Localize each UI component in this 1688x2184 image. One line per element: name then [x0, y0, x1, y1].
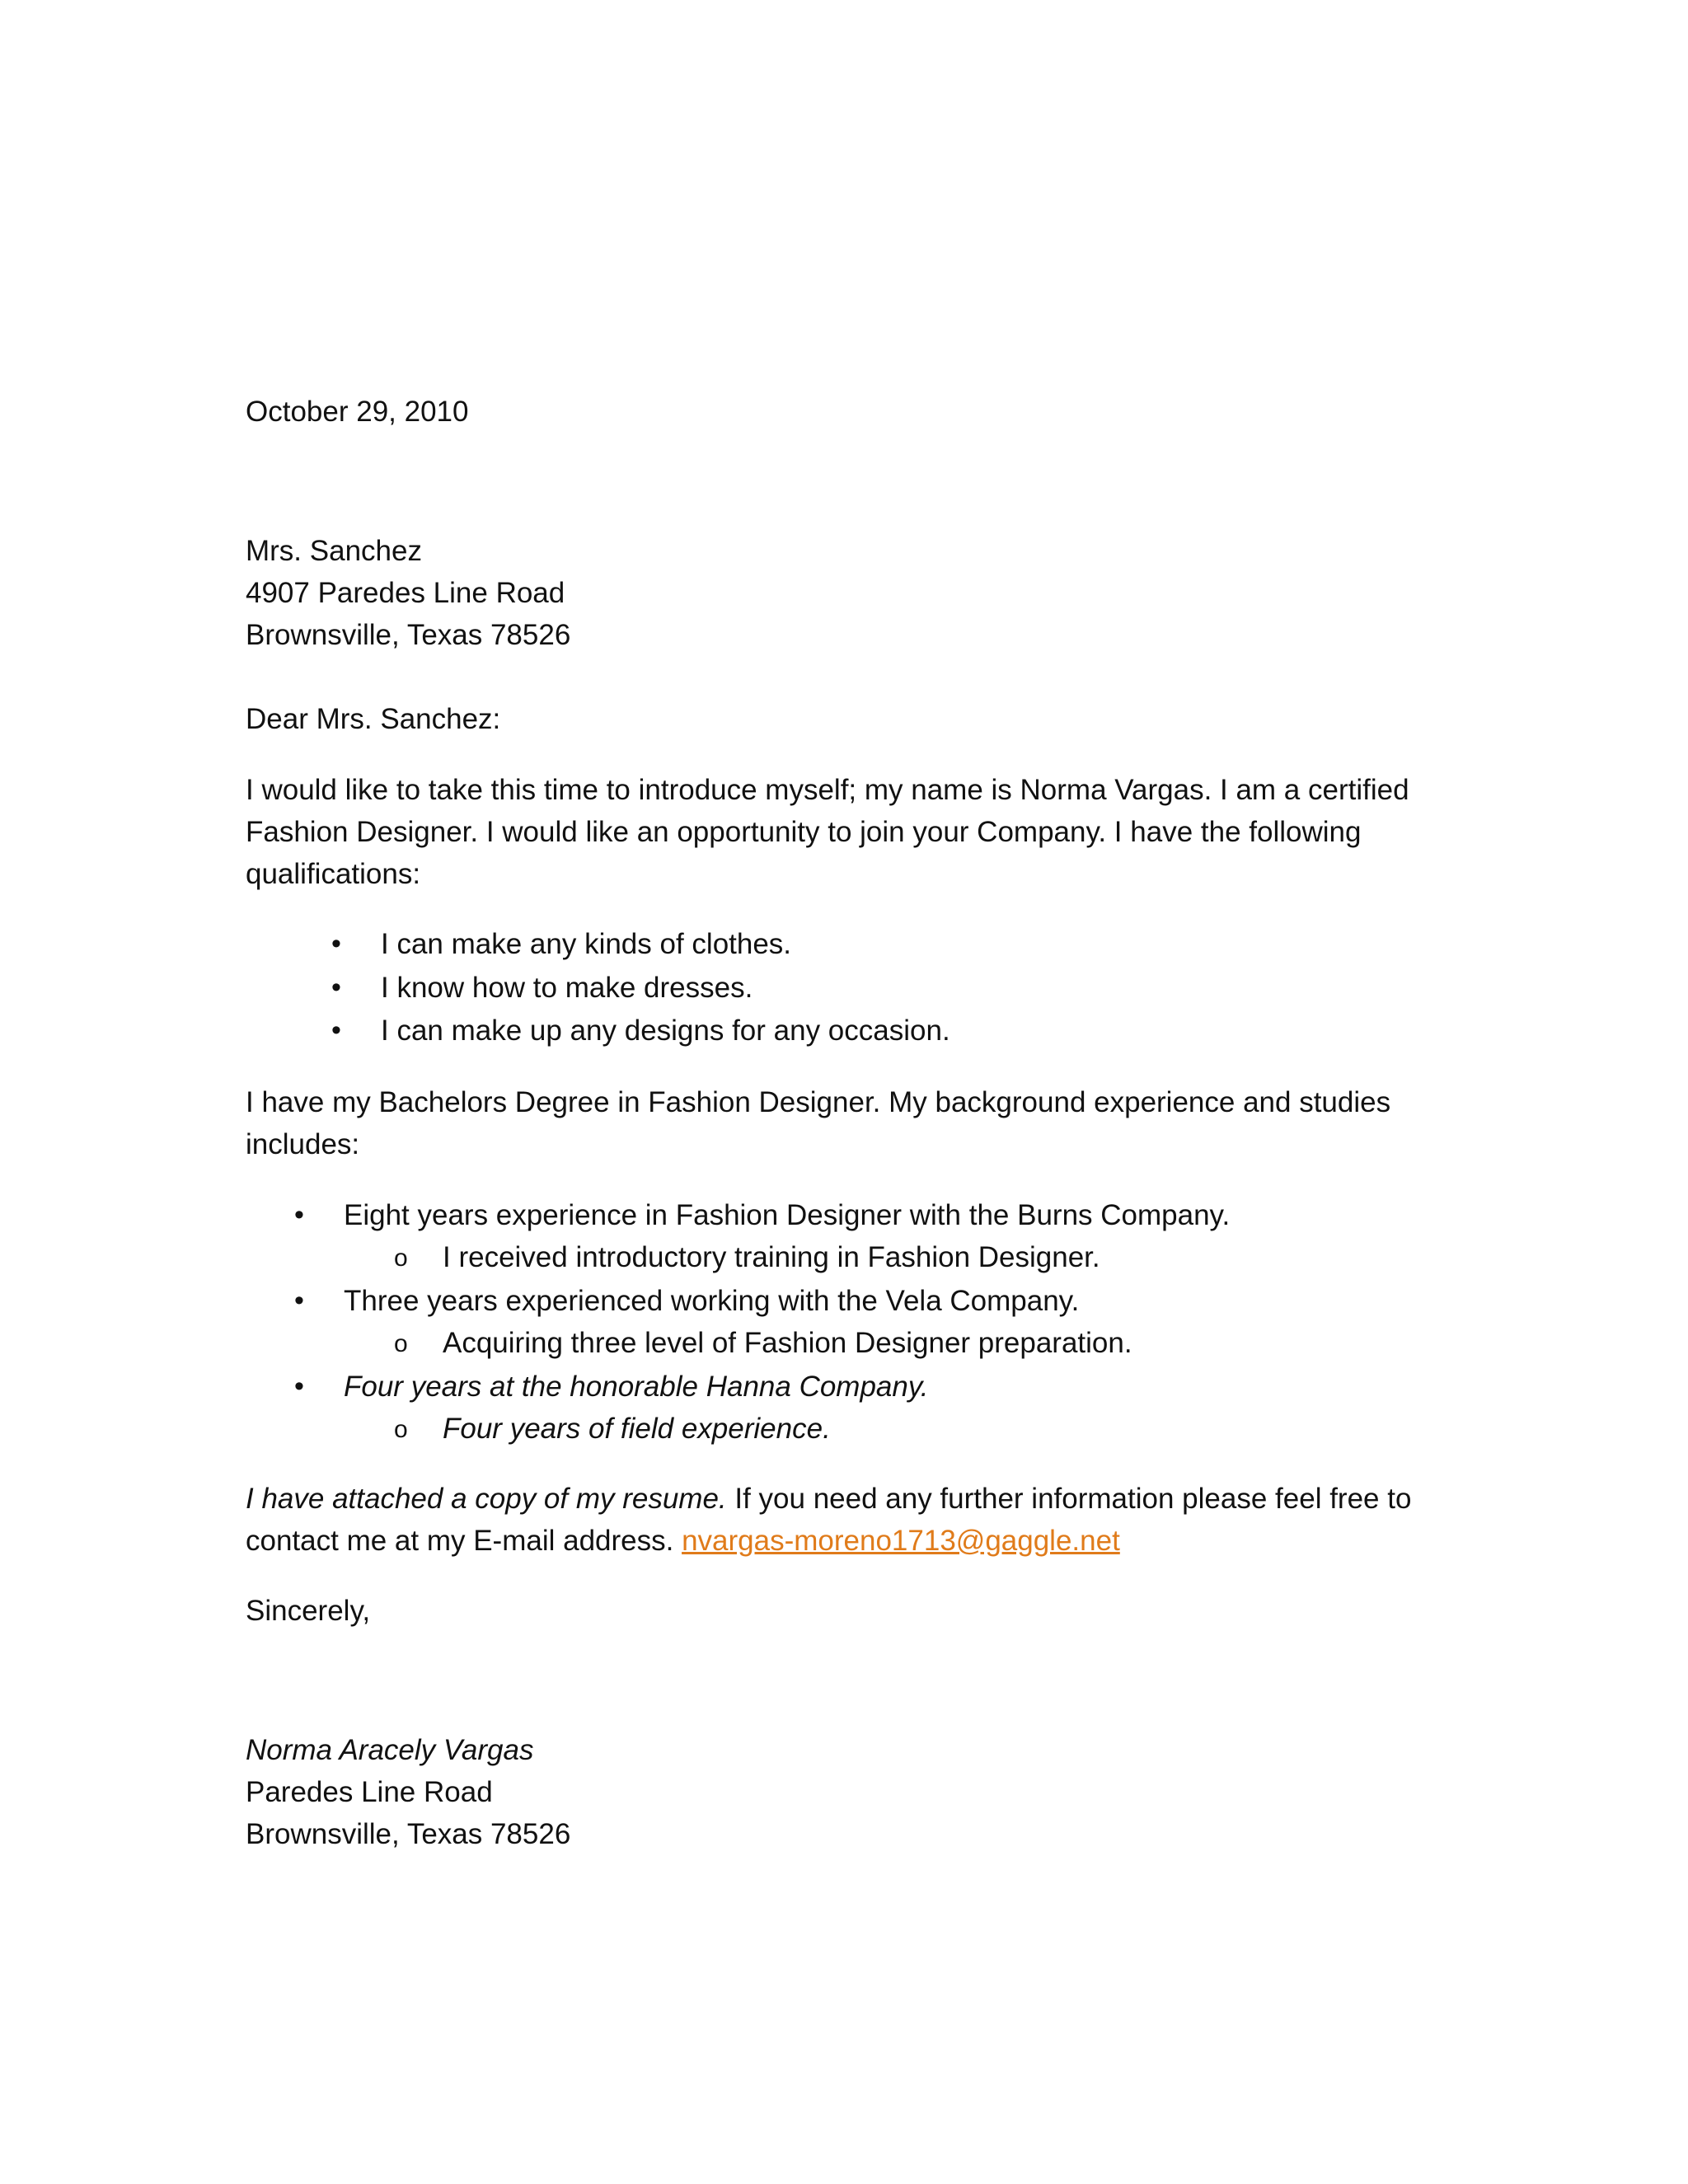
contact-text: contact me at my E-mail address. [246, 1525, 682, 1557]
sign-off: Sincerely, [246, 1595, 371, 1627]
experience-item: Eight years experience in Fashion Designer with the Burns Company. [344, 1199, 1231, 1231]
qualification-item: I can make up any designs for any occasion. [381, 1015, 950, 1047]
sub-bullet-icon: o [394, 1416, 408, 1443]
experience-subitem: Acquiring three level of Fashion Designer preparation. [443, 1327, 1132, 1359]
intro-line: Fashion Designer. I would like an opportunity to join your Company. I have the following [246, 816, 1362, 848]
bullet-icon: • [331, 972, 341, 1003]
sub-bullet-icon: o [394, 1244, 408, 1272]
sender-city: Brownsville, Texas 78526 [246, 1818, 571, 1850]
bullet-icon: • [294, 1371, 304, 1402]
sender-name: Norma Aracely Vargas [246, 1734, 534, 1766]
email-link[interactable]: nvargas-moreno1713@gaggle.net [682, 1525, 1120, 1557]
experience-subitem: I received introductory training in Fashion Designer. [443, 1241, 1100, 1273]
closing-paragraph-line-1 [246, 1484, 1411, 1513]
background-line: I have my Bachelors Degree in Fashion Designer. My background experience and studies [246, 1086, 1391, 1118]
sender-street: Paredes Line Road [246, 1776, 493, 1808]
recipient-name: Mrs. Sanchez [246, 535, 422, 567]
recipient-city: Brownsville, Texas 78526 [246, 619, 571, 651]
bullet-icon: • [331, 1015, 341, 1046]
bullet-icon: • [331, 928, 341, 959]
letter-date: October 29, 2010 [246, 396, 469, 428]
closing-paragraph-line-2 [246, 1526, 1120, 1555]
sub-bullet-icon: o [394, 1330, 408, 1357]
qualification-item: I can make any kinds of clothes. [381, 928, 792, 960]
experience-item: Four years at the honorable Hanna Company. [344, 1371, 929, 1403]
bullet-icon: • [294, 1199, 304, 1230]
qualification-item: I know how to make dresses. [381, 972, 753, 1004]
resume-note: I have attached a copy of my resume. [246, 1483, 727, 1515]
background-line: includes: [246, 1128, 360, 1160]
experience-subitem: Four years of field experience. [443, 1413, 831, 1445]
salutation: Dear Mrs. Sanchez: [246, 703, 501, 735]
experience-item: Three years experienced working with the Vela Company. [344, 1285, 1080, 1317]
intro-line: I would like to take this time to introduce myself; my name is Norma Vargas. I am a certified [246, 774, 1409, 806]
bullet-icon: • [294, 1285, 304, 1316]
intro-line: qualifications: [246, 858, 421, 890]
closing-text: If you need any further information please feel free to [726, 1483, 1412, 1515]
recipient-street: 4907 Paredes Line Road [246, 577, 565, 609]
